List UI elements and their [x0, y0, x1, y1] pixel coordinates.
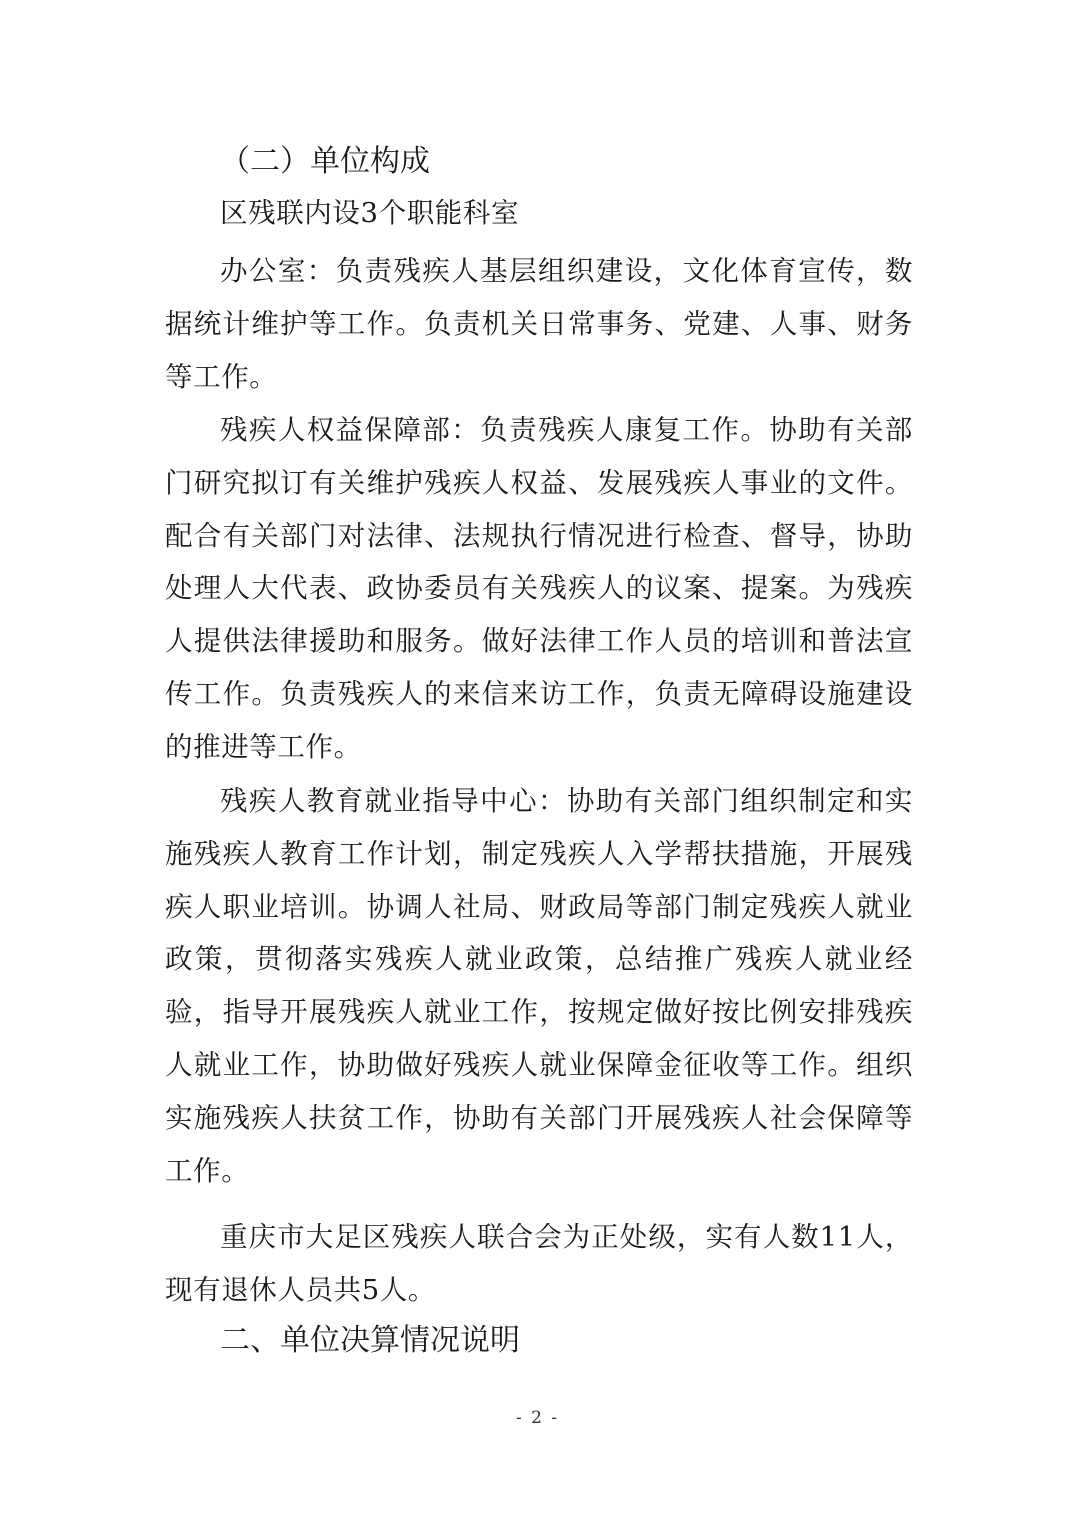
section-subheading: （二）单位构成: [220, 144, 430, 179]
education-employment-paragraph: 残疾人教育就业指导中心：协助有关部门组织制定和实施残疾人教育工作计划，制定残疾人入学帮扶措施，开展残疾人职业培训。协调人社局、财政局等部门制定残疾人就业政策，贯彻落实残疾人就业政策，总结推广残疾人就业经验，指导开展残疾人就业工作，按规定做好按比例安排残疾人就业工作，协助做好残疾人就业保障金征收等工作。组织实施残疾人扶贫工作，协助有关部门开展残疾人社会保障等工作。: [165, 785, 913, 1187]
page-number: - 2 -: [515, 1408, 560, 1428]
intro-paragraph: 区残联内设3个职能科室: [220, 197, 520, 229]
rights-protection-paragraph: 残疾人权益保障部：负责残疾人康复工作。协助有关部门研究拟订有关维护残疾人权益、发展残疾人事业的文件。配合有关部门对法律、法规执行情况进行检查、督导，协助处理人大代表、政协委员有关残疾人的议案、提案。为残疾人提供法律援助和服务。做好法律工作人员的培训和普法宣传工作。负责残疾人的来信来访工作，负责无障碍设施建设的推进等工作。: [165, 414, 913, 763]
office-paragraph: 办公室：负责残疾人基层组织建设，文化体育宣传，数据统计维护等工作。负责机关日常事务、党建、人事、财务等工作。: [165, 255, 913, 393]
next-section-heading: 二、单位决算情况说明: [220, 1323, 520, 1358]
staffing-paragraph: 重庆市大足区残疾人联合会为正处级，实有人数11人，现有退休人员共5人。: [165, 1221, 913, 1306]
